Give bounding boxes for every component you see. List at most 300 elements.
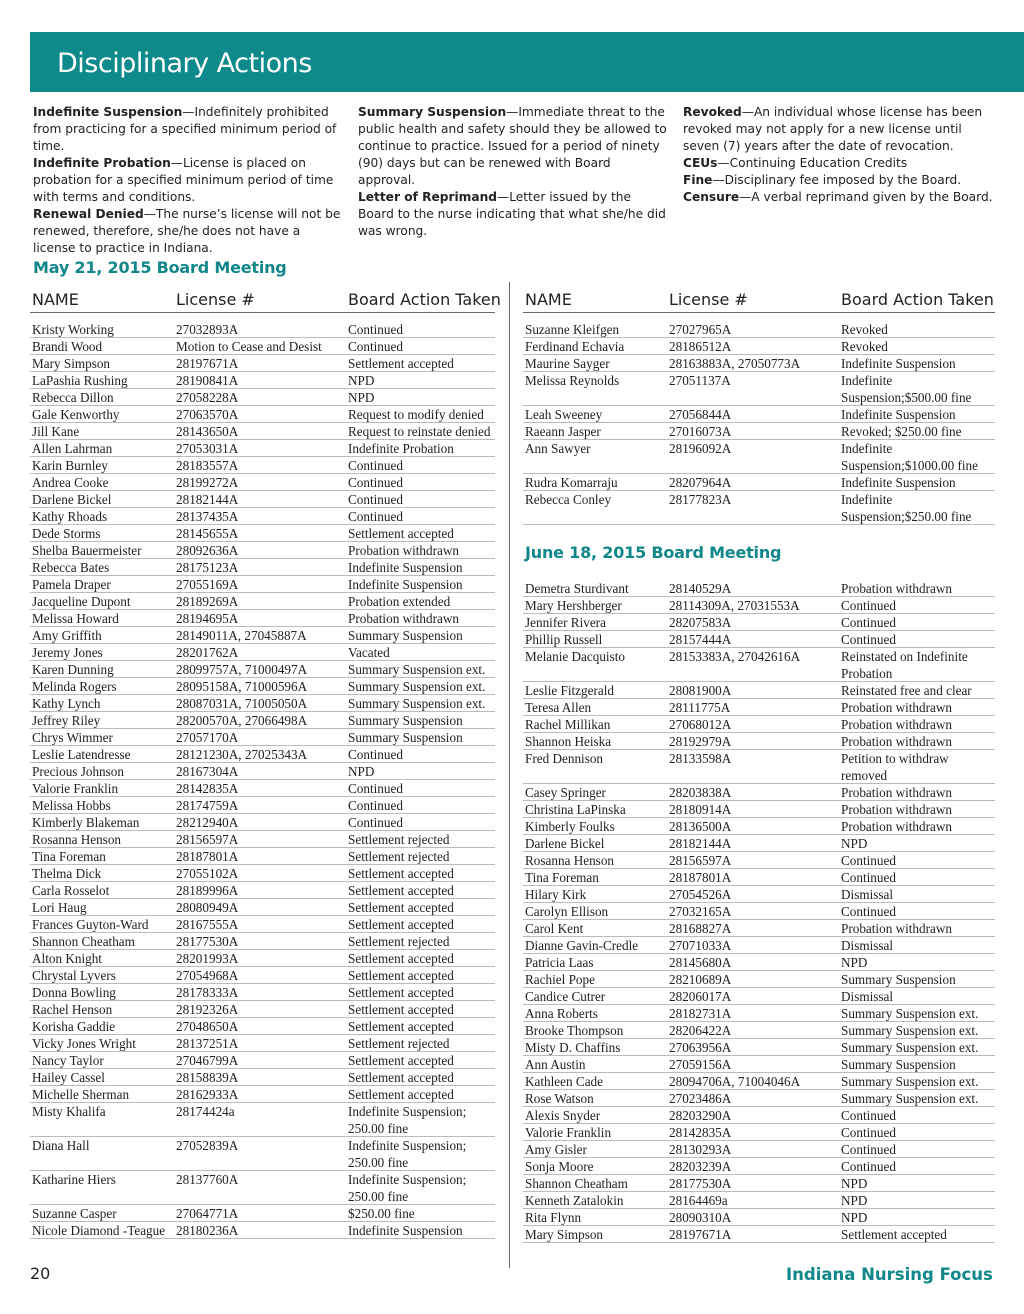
row-license: 28133598A <box>669 751 732 766</box>
row-license: 28203838A <box>669 785 732 800</box>
row-action: Continued <box>841 904 896 919</box>
table-row <box>523 1005 995 1022</box>
row-action: Continued <box>841 870 896 885</box>
row-license: 28121230A, 27025343A <box>176 747 308 762</box>
table-header <box>523 286 995 313</box>
row-name: Rudra Komarraju <box>525 475 618 490</box>
row-name: Darlene Bickel <box>32 492 112 507</box>
row-name: Shannon Heiska <box>525 734 612 749</box>
row-action: Settlement accepted <box>348 900 454 915</box>
row-license: 28167555A <box>176 917 239 932</box>
row-license: 28199272A <box>176 475 239 490</box>
row-action: Reinstated on Indefinite <box>841 649 968 664</box>
row-license: 27054526A <box>669 887 732 902</box>
row-license: 27053031A <box>176 441 239 456</box>
row-license: 28201762A <box>176 645 239 660</box>
table-row <box>30 338 495 355</box>
table-row <box>523 355 995 372</box>
row-license: 27016073A <box>669 424 732 439</box>
row-action: Summary Suspension ext. <box>841 1023 979 1038</box>
row-license: 28210689A <box>669 972 732 987</box>
row-name: Lori Haug <box>32 900 87 915</box>
row-name: Misty Khalifa <box>32 1104 106 1119</box>
row-license: 28187801A <box>669 870 732 885</box>
table-row <box>523 682 995 699</box>
table-row <box>523 491 995 525</box>
table-row <box>30 508 495 525</box>
table-row <box>30 389 495 406</box>
row-action: Settlement accepted <box>348 917 454 932</box>
definition-term: Summary Suspension <box>358 105 507 119</box>
table-row <box>523 1022 995 1039</box>
row-action: Summary Suspension ext. <box>841 1074 979 1089</box>
row-name: Chrystal Lyvers <box>32 968 116 983</box>
row-action: Settlement accepted <box>348 883 454 898</box>
definition-item <box>33 155 343 206</box>
row-action: Continued <box>348 322 403 337</box>
header-action: Board Action Taken <box>841 290 994 309</box>
row-action: Reinstated free and clear <box>841 683 972 698</box>
row-name: Dede Storms <box>32 526 101 541</box>
row-name: Rachiel Pope <box>525 972 595 987</box>
row-name: Rebecca Dillon <box>32 390 114 405</box>
row-name: Suzanne Kleifgen <box>525 322 620 337</box>
definition-term: Indefinite Suspension <box>33 105 183 119</box>
table-row <box>30 695 495 712</box>
table-row <box>30 559 495 576</box>
row-license: 28203290A <box>669 1108 732 1123</box>
row-name: Jill Kane <box>32 424 80 439</box>
row-name: Andrea Cooke <box>32 475 109 490</box>
table-row <box>30 746 495 763</box>
table-row <box>523 835 995 852</box>
row-license: 28157444A <box>669 632 732 647</box>
row-name: Carol Kent <box>525 921 584 936</box>
row-action-continued: 250.00 fine <box>348 1121 409 1136</box>
row-license: 28182144A <box>176 492 239 507</box>
row-license: 28136500A <box>669 819 732 834</box>
row-name: Valorie Franklin <box>32 781 119 796</box>
definition-text: —Indefinitely prohibited from practicing for a specified minimum period of time. <box>33 105 337 153</box>
table-row <box>30 678 495 695</box>
row-action: Probation withdrawn <box>348 611 459 626</box>
row-action: $250.00 fine <box>348 1206 415 1221</box>
row-action: Continued <box>841 598 896 613</box>
row-license: 28140529A <box>669 581 732 596</box>
row-license: 28156597A <box>176 832 239 847</box>
header-action: Board Action Taken <box>348 290 501 309</box>
row-action: Continued <box>841 1142 896 1157</box>
row-name: Rachel Henson <box>32 1002 113 1017</box>
definition-term: Indefinite Probation <box>33 156 171 170</box>
row-license: 28182144A <box>669 836 732 851</box>
definition-text: —A verbal reprimand given by the Board. <box>739 190 993 204</box>
row-name: Karen Dunning <box>32 662 114 677</box>
row-action: NPD <box>841 1210 868 1225</box>
row-action: Continued <box>841 632 896 647</box>
row-license: 27064771A <box>176 1206 239 1221</box>
row-license: 27051137A <box>669 373 731 388</box>
table-row <box>30 831 495 848</box>
row-name: Sonja Moore <box>525 1159 594 1174</box>
definitions-column-2 <box>358 104 668 240</box>
row-action: NPD <box>841 836 868 851</box>
row-action-continued: 250.00 fine <box>348 1155 409 1170</box>
row-license: 28175123A <box>176 560 239 575</box>
row-action: Indefinite <box>841 492 893 507</box>
row-license: 28180236A <box>176 1223 239 1238</box>
row-license: 28143650A <box>176 424 239 439</box>
row-action: Settlement rejected <box>348 1036 450 1051</box>
row-name: Vicky Jones Wright <box>32 1036 136 1051</box>
row-license: 27046799A <box>176 1053 239 1068</box>
page-title: Disciplinary Actions <box>57 48 312 79</box>
row-name: Diana Hall <box>32 1138 90 1153</box>
table-row <box>30 423 495 440</box>
table-row <box>523 614 995 631</box>
definition-text: —Immediate threat to the public health and safety should they be allowed to continue to practice. Issued for a period of ninety (90) days but can be renewed with Board approval. <box>358 105 667 187</box>
table-row <box>523 1175 995 1192</box>
table-row <box>523 801 995 818</box>
row-action: Settlement accepted <box>348 866 454 881</box>
row-license: 28192979A <box>669 734 732 749</box>
table-row <box>30 1001 495 1018</box>
row-action: Summary Suspension ext. <box>841 1006 979 1021</box>
row-license: 28137251A <box>176 1036 239 1051</box>
table-row <box>30 763 495 780</box>
row-action: Indefinite <box>841 441 893 456</box>
table-row <box>30 1018 495 1035</box>
definition-term: Revoked <box>683 105 742 119</box>
row-action: Settlement accepted <box>348 1002 454 1017</box>
row-name: Mary Simpson <box>32 356 111 371</box>
table-row <box>30 627 495 644</box>
row-name: Jeremy Jones <box>32 645 103 660</box>
row-action: NPD <box>841 955 868 970</box>
row-name: Nicole Diamond -Teague <box>32 1223 166 1238</box>
table-row <box>30 474 495 491</box>
table-row <box>30 950 495 967</box>
column-divider <box>509 282 510 1268</box>
row-name: Leslie Fitzgerald <box>525 683 614 698</box>
row-action: NPD <box>348 373 375 388</box>
row-name: Tina Foreman <box>32 849 106 864</box>
row-action: Indefinite Suspension <box>841 475 956 490</box>
table-row <box>30 984 495 1001</box>
row-action: Settlement rejected <box>348 849 450 864</box>
definition-text: —License is placed on probation for a specified minimum period of time with terms and conditions. <box>33 156 334 204</box>
table-row <box>523 423 995 440</box>
row-name: Chrys Wimmer <box>32 730 113 745</box>
row-license: 28090310A <box>669 1210 732 1225</box>
row-name: Carla Rosselot <box>32 883 110 898</box>
definition-text: —Disciplinary fee imposed by the Board. <box>712 173 962 187</box>
row-license: 27058228A <box>176 390 239 405</box>
row-license: 27032893A <box>176 322 239 337</box>
row-action: Probation withdrawn <box>841 717 952 732</box>
row-license: 27023486A <box>669 1091 732 1106</box>
row-name: Frances Guyton-Ward <box>32 917 149 932</box>
table-row <box>523 1209 995 1226</box>
table-row <box>523 1141 995 1158</box>
row-name: Demetra Sturdivant <box>525 581 629 596</box>
row-action: Indefinite Suspension <box>348 560 463 575</box>
row-license: 28189269A <box>176 594 239 609</box>
row-license: 28174424a <box>176 1104 235 1119</box>
row-license: 28206017A <box>669 989 732 1004</box>
table-row <box>30 797 495 814</box>
table-row <box>523 440 995 474</box>
row-action: Continued <box>841 1108 896 1123</box>
row-action: Settlement accepted <box>348 356 454 371</box>
table-row <box>30 1171 495 1205</box>
table-row <box>30 1035 495 1052</box>
row-name: Carolyn Ellison <box>525 904 609 919</box>
row-name: Dianne Gavin-Credle <box>525 938 639 953</box>
row-name: Mary Hershberger <box>525 598 622 613</box>
row-name: Jennifer Rivera <box>525 615 606 630</box>
row-name: Hailey Cassel <box>32 1070 105 1085</box>
row-license: 28095158A, 71000596A <box>176 679 308 694</box>
row-license: 28183557A <box>176 458 239 473</box>
table-row <box>523 886 995 903</box>
row-action: Probation withdrawn <box>841 700 952 715</box>
row-license: 28137435A <box>176 509 239 524</box>
table-row <box>30 355 495 372</box>
row-license: 28145680A <box>669 955 732 970</box>
may-meeting-table-right <box>523 286 995 525</box>
table-row <box>523 1039 995 1056</box>
row-license: 28196092A <box>669 441 732 456</box>
row-name: Melinda Rogers <box>32 679 117 694</box>
row-license: 28153383A, 27042616A <box>669 649 801 664</box>
table-row <box>30 576 495 593</box>
table-row <box>30 406 495 423</box>
row-name: Phillip Russell <box>525 632 603 647</box>
table-row <box>30 780 495 797</box>
table-row <box>30 882 495 899</box>
row-name: Jeffrey Riley <box>32 713 101 728</box>
row-license: 28201993A <box>176 951 239 966</box>
row-action: Revoked; $250.00 fine <box>841 424 962 439</box>
row-name: Melanie Dacquisto <box>525 649 625 664</box>
row-action: Continued <box>348 509 403 524</box>
row-license: 28177530A <box>669 1176 732 1191</box>
table-row <box>523 954 995 971</box>
row-action: Summary Suspension ext. <box>348 696 486 711</box>
row-name: Christina LaPinska <box>525 802 626 817</box>
row-name: Alexis Snyder <box>525 1108 601 1123</box>
row-action: Settlement rejected <box>348 934 450 949</box>
row-license: 28158839A <box>176 1070 239 1085</box>
row-name: Kimberly Blakeman <box>32 815 140 830</box>
row-license: 27027965A <box>669 322 732 337</box>
table-row <box>30 321 495 338</box>
row-license: 28167304A <box>176 764 239 779</box>
row-action: NPD <box>841 1176 868 1191</box>
table-row <box>523 869 995 886</box>
definition-term: Censure <box>683 190 740 204</box>
table-row <box>523 750 995 784</box>
row-action: Probation withdrawn <box>841 921 952 936</box>
page-number: 20 <box>30 1264 51 1283</box>
table-row <box>30 593 495 610</box>
row-license: Motion to Cease and Desist <box>176 339 322 354</box>
header-name: NAME <box>32 290 79 309</box>
table-row <box>523 1056 995 1073</box>
row-action: Dismissal <box>841 938 894 953</box>
row-action: Indefinite Suspension; <box>348 1104 467 1119</box>
table-row <box>523 937 995 954</box>
row-action: NPD <box>841 1193 868 1208</box>
table-row <box>30 1222 495 1239</box>
row-name: Misty D. Chaffins <box>525 1040 621 1055</box>
row-license: 28130293A <box>669 1142 732 1157</box>
row-name: Teresa Allen <box>525 700 592 715</box>
row-name: Kathy Lynch <box>32 696 101 711</box>
row-action: Continued <box>348 815 403 830</box>
row-name: Karin Burnley <box>32 458 108 473</box>
row-name: Rosanna Henson <box>32 832 122 847</box>
row-action: Revoked <box>841 322 888 337</box>
row-name: Tina Foreman <box>525 870 599 885</box>
row-license: 28177530A <box>176 934 239 949</box>
row-name: Brooke Thompson <box>525 1023 624 1038</box>
row-action: Settlement accepted <box>348 951 454 966</box>
row-action: Continued <box>348 492 403 507</box>
row-action-continued: Suspension;$250.00 fine <box>841 509 972 524</box>
row-action: Probation withdrawn <box>841 785 952 800</box>
definition-text: —Continuing Education Credits <box>717 156 908 170</box>
definition-item <box>683 189 993 206</box>
row-action: Request to reinstate denied <box>348 424 491 439</box>
table-row <box>30 967 495 984</box>
row-license: 27063956A <box>669 1040 732 1055</box>
row-action: Probation extended <box>348 594 451 609</box>
row-action: Continued <box>348 781 403 796</box>
table-row <box>30 610 495 627</box>
header-name: NAME <box>525 290 572 309</box>
row-name: Brandi Wood <box>32 339 103 354</box>
row-name: Casey Springer <box>525 785 606 800</box>
row-action: Settlement accepted <box>348 968 454 983</box>
definition-item <box>683 104 993 155</box>
row-action: Probation withdrawn <box>841 819 952 834</box>
row-action: Continued <box>348 747 403 762</box>
row-action: Settlement accepted <box>348 1053 454 1068</box>
table-row <box>523 699 995 716</box>
table-row <box>30 1086 495 1103</box>
row-license: 27059156A <box>669 1057 732 1072</box>
row-license: 27071033A <box>669 938 732 953</box>
row-action-continued: Probation <box>841 666 893 681</box>
row-license: 28197671A <box>669 1227 732 1242</box>
row-name: Nancy Taylor <box>32 1053 104 1068</box>
row-license: 27052839A <box>176 1138 239 1153</box>
definition-text: —Letter issued by the Board to the nurse indicating that what she/he did was wrong. <box>358 190 666 238</box>
row-name: Alton Knight <box>32 951 102 966</box>
row-name: Maurine Sayger <box>525 356 610 371</box>
table-row <box>30 865 495 882</box>
header-banner <box>30 32 1024 92</box>
row-name: Allen Lahrman <box>32 441 113 456</box>
row-license: 28189996A <box>176 883 239 898</box>
row-action: Indefinite Suspension <box>841 407 956 422</box>
definition-term: Fine <box>683 173 713 187</box>
row-name: Melissa Howard <box>32 611 119 626</box>
row-license: 28094706A, 71004046A <box>669 1074 801 1089</box>
row-action: Probation withdrawn <box>841 581 952 596</box>
row-license: 27063570A <box>176 407 239 422</box>
row-license: 28111775A <box>669 700 731 715</box>
header-license: License # <box>176 290 255 309</box>
may-meeting-table-left <box>30 286 501 1239</box>
definitions-column-1 <box>33 104 343 257</box>
row-name: Donna Bowling <box>32 985 116 1000</box>
table-row <box>523 474 995 491</box>
row-name: Rose Watson <box>525 1091 594 1106</box>
row-name: Michelle Sherman <box>32 1087 130 1102</box>
row-license: 28156597A <box>669 853 732 868</box>
row-action: Summary Suspension ext. <box>348 662 486 677</box>
row-action: Indefinite Probation <box>348 441 454 456</box>
row-license: 27068012A <box>669 717 732 732</box>
june-meeting-title: June 18, 2015 Board Meeting <box>525 543 782 562</box>
table-row <box>30 491 495 508</box>
definition-text: —An individual whose license has been revoked may not apply for a new license until seven (7) years after the date of revocation. <box>683 105 983 153</box>
table-row <box>523 321 995 338</box>
table-row <box>30 1069 495 1086</box>
row-action: Continued <box>348 475 403 490</box>
row-license: 28197671A <box>176 356 239 371</box>
row-action: Continued <box>348 339 403 354</box>
row-name: Rosanna Henson <box>525 853 615 868</box>
row-action: Continued <box>348 458 403 473</box>
row-license: 28163883A, 27050773A <box>669 356 801 371</box>
row-action: Probation withdrawn <box>841 802 952 817</box>
table-row <box>523 988 995 1005</box>
row-license: 28186512A <box>669 339 732 354</box>
row-license: 28142835A <box>669 1125 732 1140</box>
row-name: Melissa Hobbs <box>32 798 111 813</box>
row-action: Settlement accepted <box>348 1019 454 1034</box>
row-name: Jacqueline Dupont <box>32 594 131 609</box>
june-meeting-table <box>523 580 995 1243</box>
row-action: NPD <box>348 764 375 779</box>
row-action: Summary Suspension ext. <box>841 1040 979 1055</box>
table-row <box>30 916 495 933</box>
row-action: Probation withdrawn <box>348 543 459 558</box>
table-row <box>30 933 495 950</box>
table-row <box>30 542 495 559</box>
table-row <box>523 852 995 869</box>
row-action: Summary Suspension <box>841 972 956 987</box>
row-action: Indefinite Suspension; <box>348 1172 467 1187</box>
row-name: Mary Simpson <box>525 1227 604 1242</box>
row-action: Probation withdrawn <box>841 734 952 749</box>
row-license: 28203239A <box>669 1159 732 1174</box>
row-name: Kristy Working <box>32 322 114 337</box>
row-action: Indefinite <box>841 373 893 388</box>
row-action: Dismissal <box>841 989 894 1004</box>
row-license: 28192326A <box>176 1002 239 1017</box>
row-name: Amy Gisler <box>525 1142 587 1157</box>
row-name: Rachel Millikan <box>525 717 611 732</box>
row-name: Thelma Dick <box>32 866 102 881</box>
row-name: Patricia Laas <box>525 955 594 970</box>
table-row <box>523 406 995 423</box>
row-license: 27057170A <box>176 730 239 745</box>
